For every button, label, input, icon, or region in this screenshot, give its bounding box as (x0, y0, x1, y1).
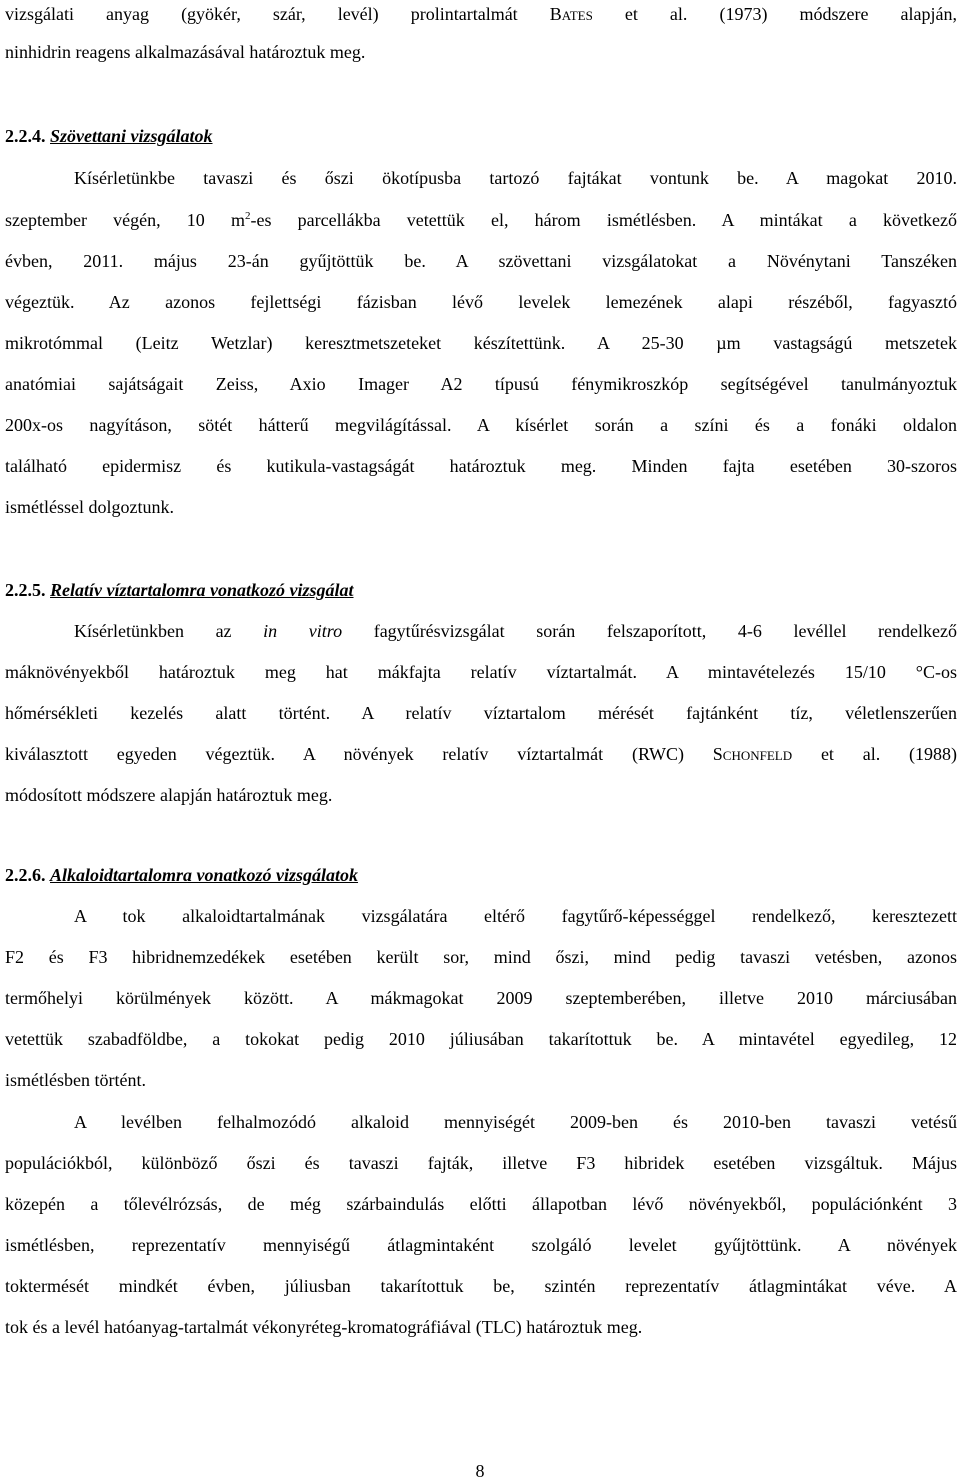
text-line: termőhelyi körülmények között. A mákmagokat 2009 szeptemberében, illetve 2010 márciusában (5, 988, 957, 1008)
text-line: toktermését mindkét évben, júliusban takarítottuk be, szintén reprezentatív átlagmintákat véve. A (5, 1276, 957, 1296)
text-line: Kísérletünkben az in vitro fagytűrésvizsgálat során felszaporított, 4-6 levéllel rendelkező (74, 621, 958, 641)
text-line: tok és a levél hatóanyag-tartalmát vékonyréteg-kromatográfiával (TLC) határoztuk meg. (5, 1317, 643, 1337)
text-line: ismétléssel dolgoztunk. (5, 497, 174, 517)
text-line: anatómiai sajátságait Zeiss, Axio Imager A2 típusú fénymikroszkóp segítségével tanulmányoztuk (5, 374, 957, 394)
text-line: módosított módszere alapján határoztuk meg. (5, 785, 333, 805)
text-line: évben, 2011. május 23-án gyűjtöttük be. A szövettani vizsgálatokat a Növénytani Tanszéken (5, 251, 957, 271)
text-line: ismétlésben, reprezentatív mennyiségű átlagmintaként szolgáló levelet gyűjtöttünk. A növények (5, 1235, 957, 1255)
text-line: szeptember végén, 10 $m^2-es$ parcellákba vetettük el, három ismétlésben. A mintákat a következő (5, 210, 957, 230)
text-line: ninhidrin reagens alkalmazásával határoztuk meg. (5, 42, 366, 62)
text-line: A tok alkaloidtartalmának vizsgálatára eltérő fagytűrő-képességgel rendelkező, keresztezett (74, 906, 957, 926)
text-line: ismétlésben történt. (5, 1070, 146, 1090)
text-line: A levélben felhalmozódó alkaloid mennyiségét 2009-ben és 2010-ben tavaszi vetésű (74, 1112, 957, 1132)
text-line: máknövényekből határoztuk meg hat mákfajta relatív víztartalmát. A mintavételezés 15/10 °C-os (5, 662, 957, 682)
section-heading: 2.2.6. Alkaloidtartalomra vonatkozó vizsgálatok (5, 865, 359, 885)
author-name: SCHONFELD (712, 744, 793, 764)
text-line: vizsgálati anyag (gyökér, szár, levél) prolintartalmát BATES et al. (1973) módszere alapján, (5, 4, 958, 24)
text-line: hőmérsékleti kezelés alatt történt. A relatív víztartalom mérését fajtánként tíz, véletlenszerűen (5, 703, 957, 723)
section-heading: 2.2.5. Relatív víztartalomra vonatkozó vizsgálat (5, 580, 354, 600)
text-line: populációkból, különböző őszi és tavaszi fajták, illetve F3 hibridek esetében vizsgáltuk. Május (5, 1153, 957, 1173)
text-line: mikrotómmal (Leitz Wetzlar) keresztmetszeteket készítettünk. A 25-30 µm vastagságú metszetek (5, 333, 957, 353)
section-heading: 2.2.4. Szövettani vizsgálatok (5, 126, 213, 146)
text-line: Kísérletünkbe tavaszi és őszi ökotípusba tartozó fajtákat vontunk be. A magokat 2010. (74, 168, 957, 188)
page-number: 8 (475, 1461, 485, 1481)
text-line: 200x-os nagyításon, sötét hátterű megvilágítással. A kísérlet során a színi és a fonáki oldalon (5, 415, 957, 435)
text-line: vetettük szabadföldbe, a tokokat pedig 2010 júliusában takarítottuk be. A mintavétel egyedileg, 12 (5, 1029, 957, 1049)
author-name: BATES (549, 4, 593, 24)
text-line: végeztük. Az azonos fejlettségi fázisban lévő levelek lemezének alapi részéből, fagyasztó (5, 292, 957, 312)
text-line: közepén a tőlevélrózsás, de még szárbaindulás előtti állapotban lévő növényekből, populációnként 3 (5, 1194, 957, 1214)
text-line: F2 és F3 hibridnemzedékek esetében került sor, mind őszi, mind pedig tavaszi vetésben, azonos (5, 947, 957, 967)
text-line: található epidermisz és kutikula-vastagságát határoztuk meg. Minden fajta esetében 30-szoros (5, 456, 957, 476)
text-line: kiválasztott egyeden végeztük. A növények relatív víztartalmát (RWC) SCHONFELD et al. (1988) (5, 744, 958, 764)
